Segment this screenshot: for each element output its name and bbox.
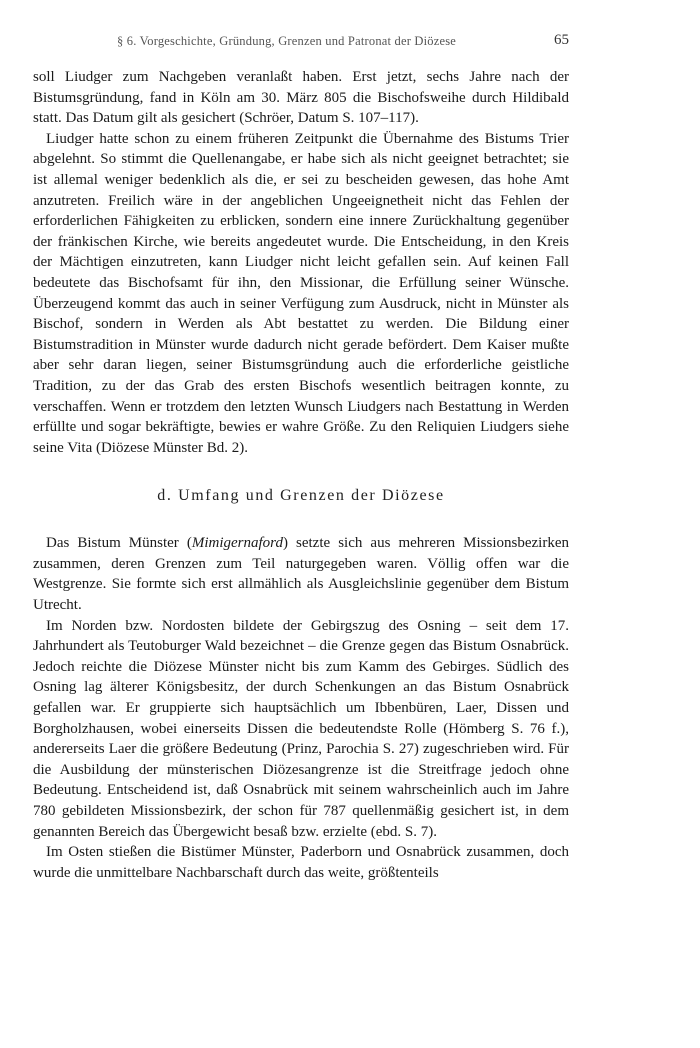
paragraph-norden: Im Norden bzw. Nordosten bildete der Gebirgszug des Osning – seit dem 17. Jahrhundert als Teutoburger Wald bezeichnet – die Grenze gegen das Bistum Osnabrück. Jedoch reichte die Diözese Münster nicht bis zum Kamm des Gebirges. Südlich des Osning lag älterer Königsbesitz, der durch Schenkungen an das Bistum Osnabrück gefallen war. Er gruppierte sich hauptsächlich um Ibbenbüren, Laer, Dissen und Borgholzhausen, wobei einerseits Dissen die bedeutendste Rolle (Hömberg S. 76 f.), andererseits Laer die größere Bedeutung (Prinz, Parochia S. 27) zugeschrieben wird. Für die Ausbildung der münsterischen Diözesangrenze ist die Streitfrage jedoch ohne Bedeutung. Entscheidend ist, daß Osnabrück mit seinem wahrscheinlich auch im Jahre 780 gebildeten Missionsbezirk, der schon für 787 quellenmäßig gesichert ist, in dem genannten Bereich das Übergewicht besaß bzw. erzielte (ebd. S. 7). xyxy=(33,617,569,840)
paragraph-bistum-muenster xyxy=(33,533,569,615)
paragraph-liudger-trier: Liudger hatte schon zu einem früheren Zeitpunkt die Übernahme des Bistums Trier abgelehnt. So stimmt die Quellenangabe, er habe sich als nicht geeignet betrachtet; sie ist allemal weniger bedenklich als die, er sei zu bescheiden gewesen, das hohe Amt anzutreten. Freilich wäre in der angeblichen Ungeeignetheit nicht das Fehlen der erforderlichen Fähigkeiten zu erblicken, sondern eine innere Zurückhaltung gegenüber der fränkischen Kirche, wie bereits angedeutet wurde. Die Entscheidung, in den Kreis der Mächtigen einzutreten, kann Liudger nicht leicht gefallen sein. Auf keinen Fall bedeutete das Bischofsamt für ihn, den Missionar, die Erfüllung seiner Wünsche. Überzeugend kommt das auch in seiner Verfügung zum Ausdruck, nicht in Münster als Bischof, sondern in Werden als Abt bestattet zu werden. Die Bildung einer Bistumstradition in Münster wurde dadurch nicht gerade befördert. Dem Kaiser mußte aber sehr daran liegen, seiner Bistumsgründung auch die erforderliche geistliche Tradition, zu der das Grab des ersten Bischofs wesentlich beitragen konnte, zu verschaffen. Wenn er trotzdem den letzten Wunsch Liudgers nach Bestattung in Werden erfüllte und sogar bekräftigte, bewies er wahre Größe. Zu den Reliquien Liudgers siehe seine Vita (Diözese Münster Bd. 2). xyxy=(33,130,569,456)
book-page xyxy=(33,30,569,883)
paragraph-osten: Im Osten stießen die Bistümer Münster, Paderborn und Osnabrück zusammen, doch wurde die unmittelbare Nachbarschaft durch das weite, größtenteils xyxy=(33,844,569,881)
running-header xyxy=(33,30,569,50)
italic-term: Mimigernaford xyxy=(191,535,283,552)
running-title: § 6. Vorgeschichte, Gründung, Grenzen und Patronat der Diözese xyxy=(117,34,457,48)
body-text xyxy=(33,67,569,883)
text-run: Das Bistum Münster ( xyxy=(46,535,192,552)
section-heading: d. Umfang und Grenzen der Diözese xyxy=(157,487,445,505)
paragraph-continuation: soll Liudger zum Nachgeben veranlaßt haben. Erst jetzt, sechs Jahre nach der Bistumsgründung, fand in Köln am 30. März 805 die Bischofsweihe durch Hildibald statt. Das Datum gilt als gesichert (Schröer, Datum S. 107–117). xyxy=(33,69,569,127)
page-number: 65 xyxy=(554,32,569,48)
text-run: ) setzte sich aus mehreren Missionsbezirken zusammen, deren Grenzen zum Teil naturgegeben waren. Völlig offen war die Westgrenze. Sie formte sich erst allmählich als Ausgleichslinie gegenüber dem Bistum Utrecht. xyxy=(33,535,569,614)
